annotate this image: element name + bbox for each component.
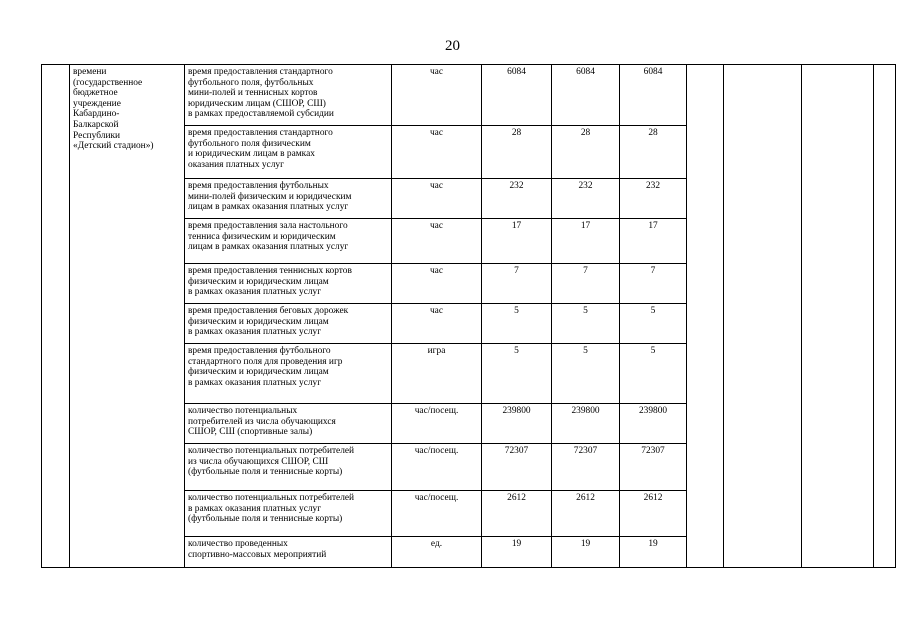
table-row <box>42 65 896 126</box>
value-cell: 2612 <box>620 491 687 537</box>
value-cell: 6084 <box>552 65 620 126</box>
indicator-description: время предоставления теннисных кортов физическим и юридическим лицам в рамках оказания платных услуг <box>185 264 392 304</box>
value-cell: 6084 <box>482 65 552 126</box>
value-cell: 72307 <box>620 444 687 491</box>
value-cell: 5 <box>552 304 620 344</box>
indicator-description: время предоставления футбольного стандартного поля для проведения игр физическим и юридическим лицам в рамках оказания платных услуг <box>185 344 392 404</box>
page-number: 20 <box>445 38 460 54</box>
unit-cell: ед. <box>392 537 482 568</box>
indicator-description: количество проведенных спортивно-массовых мероприятий <box>185 537 392 568</box>
unit-cell: час <box>392 65 482 126</box>
indicator-description: время предоставления беговых дорожек физическим и юридическим лицам в рамках оказания платных услуг <box>185 304 392 344</box>
value-cell: 7 <box>552 264 620 304</box>
value-cell: 19 <box>482 537 552 568</box>
value-cell: 6084 <box>620 65 687 126</box>
value-cell: 28 <box>482 126 552 179</box>
value-cell: 19 <box>552 537 620 568</box>
indicator-description: количество потенциальных потребителей из числа обучающихся СШОР, СШ (футбольные поля и теннисные корты) <box>185 444 392 491</box>
value-cell: 72307 <box>482 444 552 491</box>
value-cell: 5 <box>552 344 620 404</box>
indicator-description: время предоставления футбольных мини-полей физическим и юридическим лицам в рамках оказания платных услуг <box>185 179 392 219</box>
value-cell: 72307 <box>552 444 620 491</box>
value-cell: 28 <box>620 126 687 179</box>
index-cell <box>42 65 70 568</box>
empty-cell <box>802 65 874 568</box>
value-cell: 2612 <box>482 491 552 537</box>
value-cell: 239800 <box>482 404 552 444</box>
value-cell: 5 <box>620 344 687 404</box>
unit-cell: час <box>392 179 482 219</box>
value-cell: 239800 <box>620 404 687 444</box>
unit-cell: час <box>392 264 482 304</box>
empty-cell <box>874 65 896 568</box>
unit-cell: час <box>392 304 482 344</box>
unit-cell: час/посещ. <box>392 404 482 444</box>
value-cell: 17 <box>620 219 687 264</box>
value-cell: 5 <box>482 344 552 404</box>
value-cell: 7 <box>620 264 687 304</box>
empty-cell <box>724 65 802 568</box>
indicators-table <box>41 64 896 568</box>
value-cell: 2612 <box>552 491 620 537</box>
unit-cell: час/посещ. <box>392 444 482 491</box>
unit-cell: час <box>392 219 482 264</box>
indicator-description: количество потенциальных потребителей в рамках оказания платных услуг (футбольные поля и теннисные корты) <box>185 491 392 537</box>
indicator-description: количество потенциальных потребителей из числа обучающихся СШОР, СШ (спортивные залы) <box>185 404 392 444</box>
indicator-description: время предоставления стандартного футбольного поля, футбольных мини-полей и теннисных кортов юридическим лицам (СШОР, СШ) в рамках предоставляемой субсидии <box>185 65 392 126</box>
value-cell: 5 <box>620 304 687 344</box>
value-cell: 5 <box>482 304 552 344</box>
unit-cell: час/посещ. <box>392 491 482 537</box>
indicator-description: время предоставления зала настольного тенниса физическим и юридическим лицам в рамках оказания платных услуг <box>185 219 392 264</box>
value-cell: 28 <box>552 126 620 179</box>
value-cell: 17 <box>482 219 552 264</box>
unit-cell: игра <box>392 344 482 404</box>
organization-cell: времени (государственное бюджетное учреждение Кабардино- Балкарской Республики «Детский стадион») <box>70 65 185 568</box>
value-cell: 7 <box>482 264 552 304</box>
value-cell: 232 <box>552 179 620 219</box>
value-cell: 17 <box>552 219 620 264</box>
empty-cell <box>687 65 724 568</box>
value-cell: 239800 <box>552 404 620 444</box>
value-cell: 19 <box>620 537 687 568</box>
value-cell: 232 <box>482 179 552 219</box>
indicator-description: время предоставления стандартного футбольного поля физическим и юридическим лицам в рамках оказания платных услуг <box>185 126 392 179</box>
value-cell: 232 <box>620 179 687 219</box>
unit-cell: час <box>392 126 482 179</box>
